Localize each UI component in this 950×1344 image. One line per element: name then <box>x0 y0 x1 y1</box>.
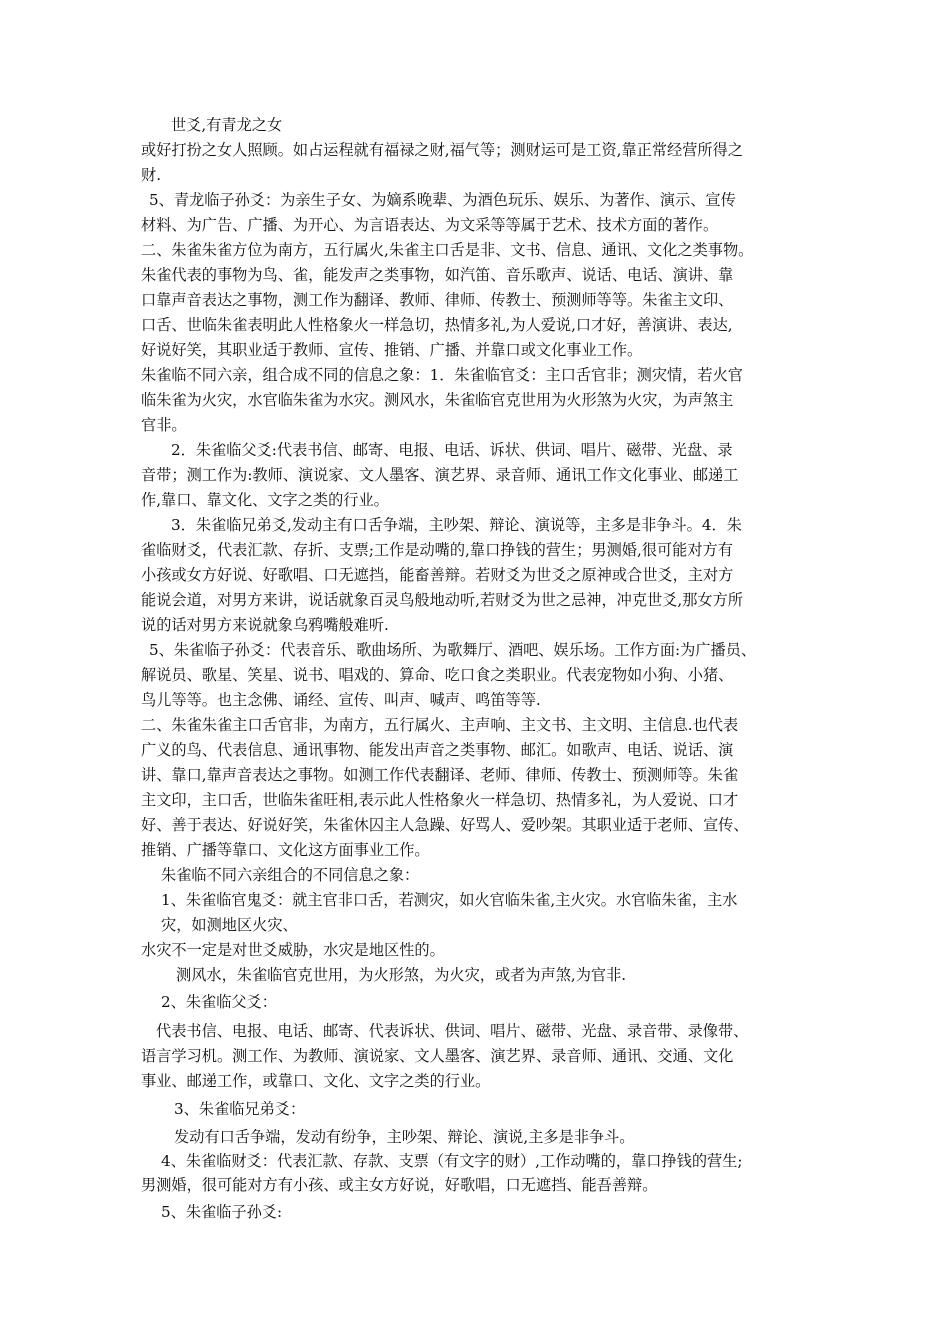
text-line: 5、朱雀临子孙爻: <box>161 1203 283 1221</box>
text-line: 小孩或女方好说、好歌唱、口无遮挡，能畜善辩。若财爻为世爻之原神或合世爻，主对方 <box>141 566 734 584</box>
text-line: 财. <box>141 166 162 184</box>
text-line: 2．朱雀临父爻:代表书信、邮寄、电报、电话、诉状、供词、唱片、磁带、光盘、录 <box>171 441 733 459</box>
text-line: 说的话对男方来说就象乌鸦嘴般难听. <box>141 616 389 634</box>
text-line: 5、朱雀临子孙爻：代表音乐、歌曲场所、为歌舞厅、酒吧、娱乐场。工作方面:为广播员、 <box>149 641 757 659</box>
text-line: 语言学习机。测工作、为教师、演说家、文人墨客、演艺界、录音师、通讯、交通、文化 <box>141 1047 734 1065</box>
text-line: 男测婚，很可能对方有小孩、或主女方好说，好歌唱，口无遮挡、能吾善辩。 <box>141 1176 658 1194</box>
text-line: 主文印，主口舌，世临朱雀旺相,表示此人性格象火一样急切、热情多礼，为人爱说、口才 <box>141 791 739 809</box>
text-line: 朱雀代表的事物为鸟、雀，能发声之类事物，如汽笛、音乐歌声、说话、电话、演讲、靠 <box>141 266 734 284</box>
text-line: 音带；测工作为:教师、演说家、文人墨客、演艺界、录音师、通讯工作文化事业、邮递工 <box>141 466 739 484</box>
text-line: 测风水，朱雀临官克世用，为火形煞，为火灾，或者为声煞,为官非. <box>176 966 627 984</box>
text-line: 3、朱雀临兄弟爻： <box>174 1100 306 1118</box>
text-line: 代表书信、电报、电话、邮寄、代表诉状、供词、唱片、磁带、光盘、录音带、录像带、 <box>156 1022 749 1040</box>
text-line: 鸟儿等等。也主念佛、诵经、宣传、叫声、喊声、鸣笛等等. <box>141 691 541 709</box>
text-line: 好说好笑，其职业适于教师、宣传、推销、广播、并靠口或文化事业工作。 <box>141 341 643 359</box>
text-line: 口舌、世临朱雀表明此人性格象火一样急切，热情多礼,为人爱说,口才好，善演讲、表达, <box>141 316 733 334</box>
text-line: 解说员、歌星、笑星、说书、唱戏的、算命、吃口食之类职业。代表宠物如小狗、小猪、 <box>141 666 734 684</box>
text-line: 讲、靠口,靠声音表达之事物。如测工作代表翻译、老师、律师、传教士、预测师等。朱雀 <box>141 766 739 784</box>
text-line: 事业、邮递工作，或靠口、文化、文字之类的行业。 <box>141 1072 491 1090</box>
text-line: 水灾不一定是对世爻威胁，水灾是地区性的。 <box>141 941 445 959</box>
text-line: 或好打扮之女人照顾。如占运程就有福禄之财,福气等；测财运可是工资,靠正常经营所得之 <box>141 141 743 159</box>
text-line: 二、朱雀朱雀方位为南方，五行属火,朱雀主口舌是非、文书、信息、通讯、文化之类事物。 <box>141 241 754 259</box>
text-line: 好、善于表达、好说好笑，朱雀休囚主人急躁、好骂人、爱吵架。其职业适于老师、宣传、 <box>141 816 749 834</box>
text-line: 二、朱雀朱雀主口舌官非，为南方，五行属火、主声响、主文书、主文明、主信息.也代表 <box>141 716 739 734</box>
text-line: 灾，如测地区火灾、 <box>161 916 298 934</box>
text-line: 口靠声音表达之事物，测工作为翻译、教师、律师、传教士、预测师等等。朱雀主文印、 <box>141 291 734 309</box>
text-line: 世爻,有青龙之女 <box>171 116 283 134</box>
text-line: 能说会道，对男方来讲，说话就象百灵鸟般地动听,若财爻为世之忌神，冲克世爻,那女方所 <box>141 591 743 609</box>
text-line: 作,靠口、靠文化、文字之类的行业。 <box>141 491 389 509</box>
text-line: 官非。 <box>141 416 187 434</box>
text-line: 材料、为广告、广播、为开心、为言语表达、为文采等等属于艺术、技术方面的著作。 <box>141 216 719 234</box>
text-line: 5、青龙临子孙爻：为亲生子女、为嫡系晚辈、为酒色玩乐、娱乐、为著作、演示、宣传 <box>149 191 736 209</box>
text-line: 推销、广播等靠口、文化这方面事业工作。 <box>141 841 430 859</box>
text-line: 朱雀临不同六亲，组合成不同的信息之象：1．朱雀临官爻：主口舌官非；测灾情，若火官 <box>141 366 743 384</box>
text-line: 4、朱雀临财爻：代表汇款、存款、支票（有文字的财）,工作动嘴的，靠口挣钱的营生; <box>161 1152 743 1170</box>
text-line: 2、朱雀临父爻： <box>161 993 277 1011</box>
text-line: 1、朱雀临官鬼爻：就主官非口舌，若测灾，如火官临朱雀,主火灾。水官临朱雀，主水 <box>161 891 738 909</box>
text-line: 发动有口舌争端，发动有纷争，主吵架、辩论、演说,主多是非争斗。 <box>174 1128 635 1146</box>
text-line: 雀临财爻，代表汇款、存折、支票;工作是动嘴的,靠口挣钱的营生；男测婚,很可能对方有 <box>141 541 733 559</box>
text-line: 朱雀临不同六亲组合的不同信息之象： <box>161 866 420 884</box>
text-line: 广义的鸟、代表信息、通讯事物、能发出声音之类事物、邮汇。如歌声、电话、说话、演 <box>141 741 734 759</box>
text-line: 3．朱雀临兄弟爻,发动主有口舌争端，主吵架、辩论、演说等，主多是非争斗。4．朱 <box>171 516 742 534</box>
text-line: 临朱雀为火灾，水官临朱雀为水灾。测风水，朱雀临官克世用为火形煞为火灾，为声煞主 <box>141 391 734 409</box>
